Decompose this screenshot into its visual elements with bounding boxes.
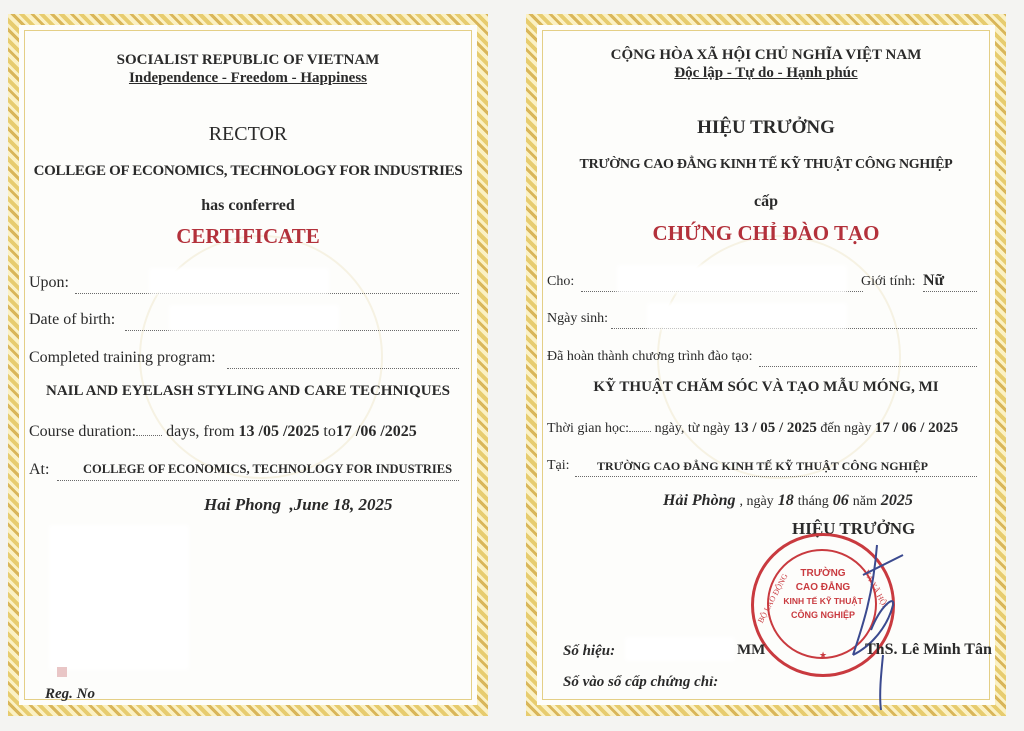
at-value: TRƯỜNG CAO ĐẲNG KINH TẾ KỸ THUẬT CÔNG NGHIỆP: [597, 459, 928, 473]
seal-line-2: CAO ĐẲNG: [795, 582, 851, 593]
signature-icon: [833, 535, 913, 715]
star-icon: ★: [818, 650, 828, 660]
conferred-text: cấp: [754, 193, 778, 210]
redacted-dob: [647, 303, 847, 329]
dob-label: Ngày sinh:: [547, 311, 609, 326]
rector-title: HIỆU TRƯỞNG: [697, 117, 835, 138]
motto: Independence - Freedom - Happiness: [128, 70, 368, 86]
rector-title: RECTOR: [208, 123, 288, 145]
signer-title: HIỆU TRƯỞNG: [792, 519, 916, 538]
redacted-name: [617, 265, 847, 293]
college-name: TRƯỜNG CAO ĐẲNG KINH TẾ KỸ THUẬT CÔNG NGHIỆP: [579, 157, 953, 172]
seal-ring-text-right: VÀ XÃ HỘI: [862, 568, 890, 610]
certificate-title: CERTIFICATE: [176, 224, 320, 248]
serial-suffix: MM: [737, 642, 766, 658]
program-line: [759, 366, 977, 367]
duration-row: Thời gian học: ngày, từ ngày 13 / 05 / 2025 đến ngày 17 / 06 / 2025: [547, 420, 959, 436]
duration-row: Course duration: days, from 13 /05 /2025 to17 /06 /2025: [29, 423, 417, 440]
program-name: NAIL AND EYELASH STYLING AND CARE TECHNIQUES: [46, 383, 450, 399]
serial-label: Số hiệu:: [563, 643, 616, 659]
program-label: Completed training program:: [29, 349, 216, 366]
reg-no-label: Reg. No: [45, 686, 95, 702]
certificate-page-vietnamese: [526, 14, 1006, 716]
dob-label: Date of birth:: [29, 311, 116, 328]
at-value: COLLEGE OF ECONOMICS, TECHNOLOGY FOR INDUSTRIES: [83, 462, 453, 476]
at-line: [575, 476, 977, 477]
place-date: Hai Phong ,June 18, 2025: [204, 495, 393, 514]
program-line: [227, 368, 459, 369]
book-number-label: Số vào sổ cấp chứng chỉ:: [563, 674, 719, 690]
seal-ring-text-left: BỘ LAO ĐỘNG: [756, 572, 790, 625]
program-label: Đã hoàn thành chương trình đào tạo:: [547, 349, 753, 364]
redacted-photo: [49, 525, 189, 670]
conferred-text: has conferred: [201, 197, 295, 214]
college-name: COLLEGE OF ECONOMICS, TECHNOLOGY FOR INDUSTRIES: [33, 163, 463, 179]
signer-name: ThS. Lê Minh Tân: [865, 641, 992, 658]
seal-line-4: CÔNG NGHIỆP: [790, 610, 855, 620]
motto: Độc lập - Tự do - Hạnh phúc: [674, 65, 858, 81]
seal-line-3: KINH TẾ KỸ THUẬT: [783, 596, 863, 606]
for-label: Cho:: [547, 274, 575, 289]
place-date: Hải Phòng , ngày 18 tháng 06 năm 2025: [663, 492, 913, 509]
redacted-serial: [625, 637, 735, 661]
certificate-title: CHỨNG CHỈ ĐÀO TẠO: [652, 221, 880, 245]
upon-label: Upon:: [29, 274, 69, 291]
gender-label: Giới tính:: [861, 274, 916, 289]
redacted-name: [149, 268, 329, 294]
program-name: KỸ THUẬT CHĂM SÓC VÀ TẠO MẪU MÓNG, MI: [593, 379, 939, 395]
gender-line: [923, 291, 977, 292]
seal-line-1: TRƯỜNG: [800, 568, 846, 579]
country-heading: SOCIALIST REPUBLIC OF VIETNAM: [116, 52, 380, 68]
certificate-page-english: [8, 14, 488, 716]
gender-value: Nữ: [923, 272, 945, 289]
country-heading: CỘNG HÒA XÃ HỘI CHỦ NGHĨA VIỆT NAM: [610, 47, 922, 63]
at-label: At:: [29, 461, 50, 478]
at-line: [57, 480, 459, 481]
at-label: Tại:: [547, 458, 570, 473]
photo-stamp-mark: [57, 667, 67, 677]
redacted-dob: [169, 305, 339, 331]
